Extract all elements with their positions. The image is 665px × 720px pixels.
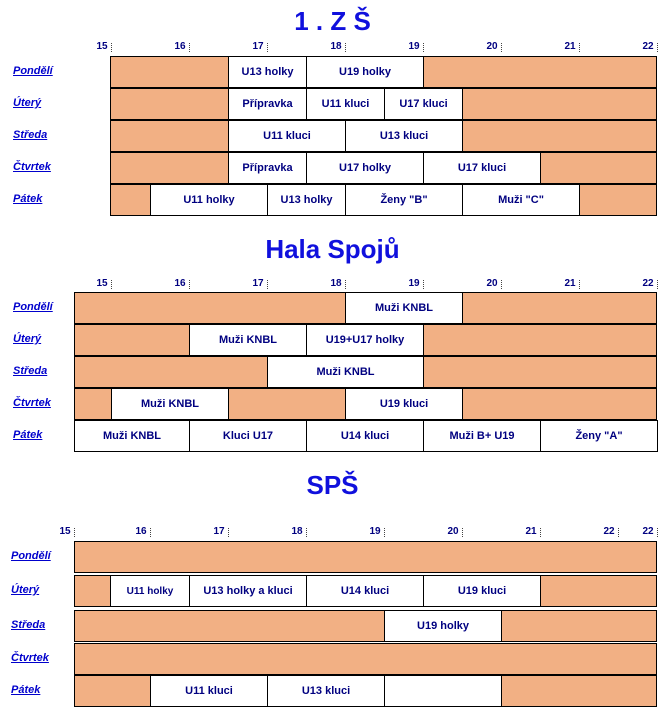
- day-link[interactable]: Středa: [11, 619, 46, 631]
- hour-tick: [306, 528, 307, 537]
- hour-tick: [462, 528, 463, 537]
- session-cell[interactable]: Přípravka: [228, 88, 307, 120]
- hour-label: 17: [252, 278, 264, 289]
- hour-tick: [189, 280, 190, 289]
- hour-tick: [384, 528, 385, 537]
- hour-tick: [540, 528, 541, 537]
- session-cell[interactable]: U11 kluci: [306, 88, 385, 120]
- session-cell[interactable]: Ženy "B": [345, 184, 463, 216]
- hour-tick: [423, 280, 424, 289]
- session-cell[interactable]: [384, 675, 502, 707]
- hour-tick: [111, 280, 112, 289]
- hour-tick: [423, 43, 424, 52]
- session-cell[interactable]: U19 holky: [384, 610, 502, 642]
- hour-tick: [150, 528, 151, 537]
- day-link[interactable]: Čtvrtek: [11, 652, 49, 664]
- session-cell[interactable]: U13 holky a kluci: [189, 575, 307, 607]
- hour-label: 16: [174, 278, 186, 289]
- session-cell[interactable]: U17 kluci: [384, 88, 463, 120]
- day-link[interactable]: Pátek: [11, 684, 41, 696]
- session-cell[interactable]: Muži KNBL: [111, 388, 229, 420]
- day-link[interactable]: Středa: [13, 129, 48, 141]
- hour-label: 22: [642, 41, 654, 52]
- session-cell[interactable]: U19+U17 holky: [306, 324, 424, 356]
- hour-tick: [74, 528, 75, 537]
- hour-tick: [579, 280, 580, 289]
- hour-label: 17: [213, 526, 225, 537]
- free-slot: [74, 541, 657, 573]
- session-cell[interactable]: Kluci U17: [189, 420, 307, 452]
- session-cell[interactable]: Muži B+ U19: [423, 420, 541, 452]
- session-cell[interactable]: U17 kluci: [423, 152, 541, 184]
- section-title: Hala Spojů: [265, 234, 400, 264]
- session-cell[interactable]: U14 kluci: [306, 575, 424, 607]
- hour-label: 18: [330, 41, 342, 52]
- session-cell[interactable]: U19 holky: [306, 56, 424, 88]
- free-slot: [74, 610, 657, 642]
- session-cell[interactable]: U19 kluci: [345, 388, 463, 420]
- hour-tick: [111, 43, 112, 52]
- session-cell[interactable]: U13 kluci: [267, 675, 385, 707]
- hour-tick: [657, 528, 658, 537]
- hour-label: 19: [408, 41, 420, 52]
- day-link[interactable]: Čtvrtek: [13, 397, 51, 409]
- session-cell[interactable]: Muži KNBL: [189, 324, 307, 356]
- session-cell[interactable]: Ženy "A": [540, 420, 658, 452]
- hour-label: 20: [447, 526, 459, 537]
- hour-label: 20: [486, 41, 498, 52]
- hour-tick: [501, 280, 502, 289]
- hour-label: 21: [525, 526, 537, 537]
- section-title: SPŠ: [306, 470, 359, 500]
- session-cell[interactable]: Muži KNBL: [345, 292, 463, 324]
- day-link[interactable]: Pondělí: [11, 550, 51, 562]
- hour-label: 19: [369, 526, 381, 537]
- session-cell[interactable]: U13 kluci: [345, 120, 463, 152]
- hour-tick: [657, 43, 658, 52]
- hour-tick: [345, 43, 346, 52]
- hour-label: 21: [564, 41, 576, 52]
- hour-tick: [579, 43, 580, 52]
- hour-label: 17: [252, 41, 264, 52]
- day-link[interactable]: Pondělí: [13, 301, 53, 313]
- session-cell[interactable]: Muži "C": [462, 184, 580, 216]
- hour-label: 21: [564, 278, 576, 289]
- hour-tick: [618, 528, 619, 537]
- session-cell[interactable]: U11 kluci: [150, 675, 268, 707]
- session-cell[interactable]: Muži KNBL: [267, 356, 424, 388]
- day-link[interactable]: Středa: [13, 365, 48, 377]
- session-cell[interactable]: Muži KNBL: [74, 420, 190, 452]
- day-link[interactable]: Pátek: [13, 429, 43, 441]
- day-link[interactable]: Úterý: [13, 333, 42, 345]
- hour-label: 20: [486, 278, 498, 289]
- day-link[interactable]: Úterý: [11, 584, 40, 596]
- session-cell[interactable]: U13 holky: [267, 184, 346, 216]
- hour-label: 16: [174, 41, 186, 52]
- day-link[interactable]: Pátek: [13, 193, 43, 205]
- session-cell[interactable]: Přípravka: [228, 152, 307, 184]
- hour-tick: [267, 280, 268, 289]
- day-link[interactable]: Pondělí: [13, 65, 53, 77]
- free-slot: [74, 643, 657, 675]
- day-link[interactable]: Úterý: [13, 97, 42, 109]
- hour-label: 22: [603, 526, 615, 537]
- day-link[interactable]: Čtvrtek: [13, 161, 51, 173]
- hour-label: 19: [408, 278, 420, 289]
- hour-label: 15: [59, 526, 71, 537]
- session-cell[interactable]: U11 holky: [110, 575, 190, 607]
- hour-tick: [657, 280, 658, 289]
- hour-label: 18: [330, 278, 342, 289]
- hour-tick: [267, 43, 268, 52]
- hour-label: 22: [642, 526, 654, 537]
- hour-label: 22: [642, 278, 654, 289]
- session-cell[interactable]: U11 holky: [150, 184, 268, 216]
- session-cell[interactable]: U13 holky: [228, 56, 307, 88]
- hour-tick: [501, 43, 502, 52]
- section-title: 1 . Z Š: [294, 6, 371, 36]
- session-cell[interactable]: U11 kluci: [228, 120, 346, 152]
- hour-tick: [189, 43, 190, 52]
- hour-tick: [345, 280, 346, 289]
- hour-label: 15: [96, 278, 108, 289]
- session-cell[interactable]: U17 holky: [306, 152, 424, 184]
- session-cell[interactable]: U14 kluci: [306, 420, 424, 452]
- hour-label: 18: [291, 526, 303, 537]
- hour-label: 15: [96, 41, 108, 52]
- hour-tick: [228, 528, 229, 537]
- session-cell[interactable]: U19 kluci: [423, 575, 541, 607]
- hour-label: 16: [135, 526, 147, 537]
